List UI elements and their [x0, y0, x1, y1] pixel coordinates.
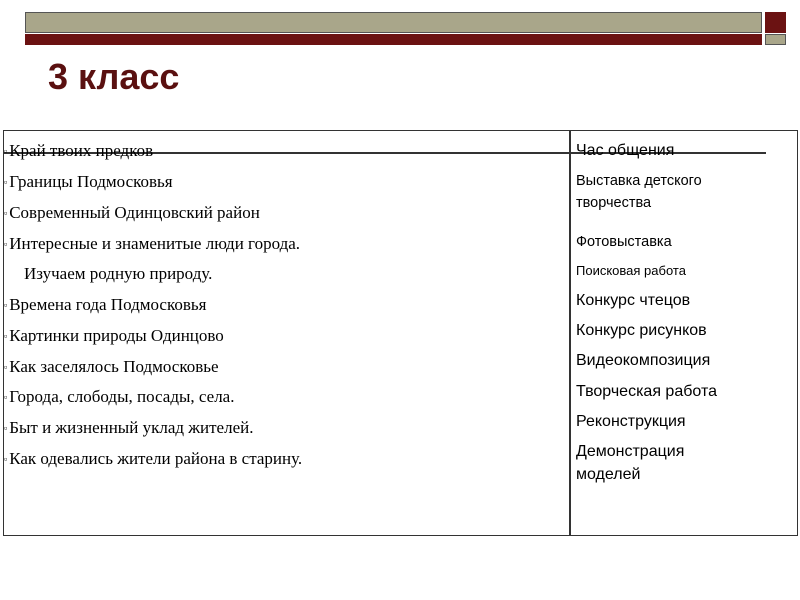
topic-item: ▫ Границы Подмосковья	[4, 172, 173, 191]
topic-item: ▫ Интересные и знаменитые люди города.	[4, 234, 301, 253]
bullet-icon: ▫	[4, 454, 8, 464]
topic-item: ▫ Картинки природы Одинцово	[4, 326, 224, 345]
bullet-icon: ▫	[4, 177, 8, 187]
topic-item: ▫ Как заселялось Подмосковье	[4, 357, 219, 376]
activity-item: Конкурс чтецов	[576, 292, 691, 309]
bullet-icon: ▫	[4, 331, 8, 341]
bullet-icon: ▫	[4, 423, 8, 433]
activity-item: Демонстрация моделей	[576, 443, 685, 483]
header-square-top	[765, 12, 786, 33]
topic-item: ▫ Времена года Подмосковья	[4, 295, 207, 314]
activity-item: Видеокомпозиция	[576, 352, 711, 369]
bullet-icon: ▫	[4, 146, 8, 156]
activity-item: Реконструкция	[576, 413, 686, 430]
topic-item: ▫ Край твоих предков	[4, 141, 154, 160]
activity-item: Творческая работа	[576, 383, 717, 400]
column-divider	[569, 131, 571, 535]
topics-table	[3, 130, 798, 536]
activity-item: Поисковая работа	[576, 263, 686, 278]
activity-item: Выставка детского творчества	[576, 173, 702, 211]
topic-item: ▫ Города, слободы, посады, села.	[4, 387, 235, 406]
header-bar-bottom	[25, 34, 762, 45]
header-square-bottom	[765, 34, 786, 45]
bullet-icon: ▫	[4, 239, 8, 249]
activity-item: Фотовыставка	[576, 234, 672, 250]
bullet-icon: ▫	[4, 300, 8, 310]
topic-item: ▫ Как одевались жители района в старину.	[4, 449, 303, 468]
header-bar-top	[25, 12, 762, 33]
bullet-icon: ▫	[4, 208, 8, 218]
slide-title: 3 класс	[48, 56, 180, 97]
activity-item: Конкурс рисунков	[576, 322, 707, 339]
activity-item: Час общения	[576, 142, 675, 159]
bullet-icon: ▫	[4, 362, 8, 372]
topic-item: ▫ Быт и жизненный уклад жителей.	[4, 418, 254, 437]
bullet-icon: ▫	[4, 392, 8, 402]
topic-item: ▫ Современный Одинцовский район	[4, 203, 260, 222]
topic-item: Изучаем родную природу.	[24, 264, 213, 283]
